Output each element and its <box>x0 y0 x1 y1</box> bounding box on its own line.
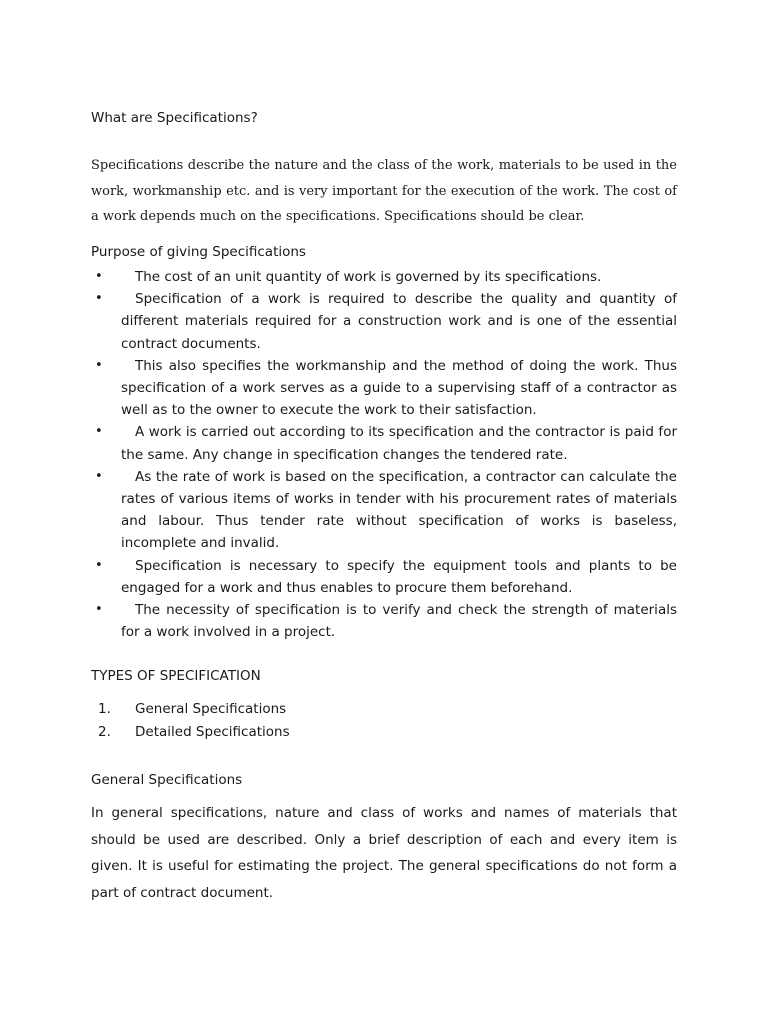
list-item <box>0 288 768 355</box>
list-item <box>0 698 768 721</box>
list-number: 1. <box>98 701 111 717</box>
list-item <box>0 721 768 744</box>
list-item <box>0 355 768 422</box>
bullet-icon: • <box>95 269 103 284</box>
list-item-text: The cost of an unit quantity of work is governed by its specifications. <box>135 269 602 285</box>
document-title: What are Specifications? <box>91 110 258 126</box>
intro-paragraph: Specifications describe the nature and the class of the work, materials to be used in the work, workmanship etc. and is very important for the execution of the work. The cost of a work depends much on the specifications. Specifications should be clear. <box>91 158 677 224</box>
list-item <box>0 555 768 599</box>
purpose-heading: Purpose of giving Specifications <box>91 244 306 260</box>
bullet-icon: • <box>95 424 103 440</box>
list-item-text: General Specifications <box>135 701 287 717</box>
list-item <box>0 466 768 555</box>
list-item-text: The necessity of specification is to verify and check the strength of materials for a work involved in a project. <box>121 602 677 641</box>
general-paragraph: In general specifications, nature and class of works and names of materials that should be used are described. Only a brief description of each and every item is given. It is useful for estimating the project. The general specifications do not form a part of contract document. <box>91 805 677 901</box>
list-item <box>0 266 768 288</box>
list-item-text: As the rate of work is based on the specification, a contractor can calculate the rates of various items of works in tender with his procurement rates of materials and labour. Thus tender rate without specification of works is baseless, incomplete and invalid. <box>121 468 677 552</box>
list-item-text: Specification is necessary to specify the equipment tools and plants to be engaged for a work and thus enables to procure them beforehand. <box>121 557 677 596</box>
bullet-icon: • <box>95 468 103 484</box>
bullet-icon: • <box>95 602 103 618</box>
bullet-icon: • <box>95 557 103 573</box>
types-list <box>0 698 768 743</box>
list-item-text: Detailed Specifications <box>135 723 290 740</box>
bullet-icon: • <box>95 291 103 307</box>
purpose-list <box>0 266 768 643</box>
list-item <box>0 599 768 643</box>
list-item-text: A work is carried out according to its specification and the contractor is paid for the same. Any change in specification changes the tendered rate. <box>121 424 677 463</box>
general-heading: General Specifications <box>91 772 243 788</box>
list-number: 2. <box>98 723 111 740</box>
list-item-text: This also specifies the workmanship and the method of doing the work. Thus specification of a work serves as a guide to a supervising staff of a contractor as well as to the owner to execute the work to their satisfaction. <box>121 357 677 419</box>
list-item-text: Specification of a work is required to describe the quality and quantity of different materials required for a construction work and is one of the essential contract documents. <box>121 291 677 352</box>
types-heading: TYPES OF SPECIFICATION <box>91 668 261 684</box>
list-item <box>0 421 768 465</box>
bullet-icon: • <box>95 357 103 373</box>
